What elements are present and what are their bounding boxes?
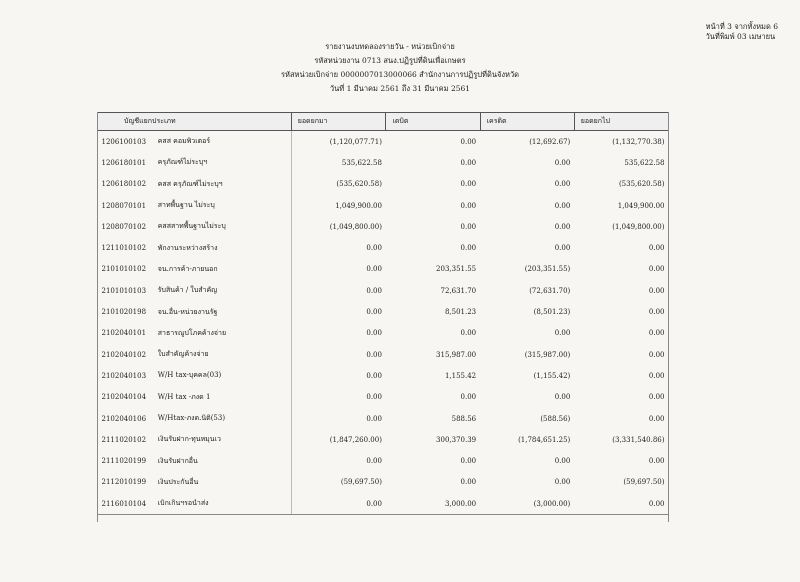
- carried-forward-cell: 0.00: [648, 457, 665, 466]
- credit-cell: (12,692.67): [529, 137, 571, 146]
- table-row: [98, 408, 669, 429]
- carried-forward-cell: 0.00: [648, 371, 665, 380]
- table-row: [98, 344, 669, 365]
- account-code: 1206180102: [101, 180, 147, 189]
- account-name: สาทพื้นฐาน ไม่ระบุ: [154, 195, 292, 216]
- carried-forward-cell: (59,697.50): [623, 478, 665, 487]
- debit-cell: 203,351.55: [436, 265, 477, 274]
- account-name: รับสินค้า / ใบสำคัญ: [154, 280, 292, 301]
- debit-cell: 0.00: [460, 158, 477, 167]
- credit-cell: 0.00: [554, 158, 571, 167]
- table-row: [98, 493, 669, 515]
- column-header-brought-forward: ยอดยกมา: [291, 113, 386, 131]
- brought-forward-cell: 0.00: [366, 414, 382, 423]
- table-row: [98, 131, 669, 153]
- carried-forward-cell: 0.00: [648, 329, 665, 338]
- carried-forward-cell: (1,049,800.00): [612, 222, 665, 231]
- table-row: [98, 237, 669, 258]
- debit-cell: 0.00: [460, 222, 477, 231]
- table-row: [98, 195, 669, 216]
- page-info: [706, 22, 778, 42]
- carried-forward-cell: 0.00: [648, 308, 665, 317]
- account-code: 2102040104: [101, 393, 147, 402]
- carried-forward-cell: (535,620.58): [618, 180, 665, 189]
- debit-cell: 0.00: [460, 201, 477, 210]
- disbursing-unit-line: รหัสหน่วยเบิกจ่าย 0000007013000066 สำนักงานการปฏิรูปที่ดินจังหวัด: [280, 70, 520, 79]
- brought-forward-cell: (1,049,800.00): [329, 222, 382, 231]
- credit-cell: (72,631.70): [529, 286, 571, 295]
- brought-forward-cell: (535,620.58): [336, 180, 382, 189]
- account-code: 2111020102: [101, 435, 147, 444]
- brought-forward-cell: (1,847,260.00): [329, 435, 382, 444]
- brought-forward-cell: 0.00: [366, 308, 382, 317]
- credit-cell: 0.00: [554, 478, 571, 487]
- account-name: พักงานระหว่างสร้าง: [154, 237, 292, 258]
- print-date: วันที่พิมพ์ 03 เมษายน: [705, 32, 776, 41]
- debit-cell: 300,370.39: [436, 435, 477, 444]
- debit-cell: 0.00: [460, 393, 477, 402]
- carried-forward-cell: (1,132,770.38): [612, 137, 665, 146]
- table-row: [98, 472, 669, 493]
- account-name: W/H tax -ภงด 1: [154, 387, 292, 408]
- account-code: 2116010104: [98, 493, 154, 515]
- brought-forward-cell: (1,120,077.71): [329, 137, 382, 146]
- account-code: 1206100103: [101, 137, 147, 146]
- table-row: [98, 450, 669, 471]
- account-code: 2111020199: [101, 457, 147, 466]
- table-row: [98, 152, 669, 173]
- account-code: 2102040103: [101, 371, 147, 380]
- account-name: ครุภัณฑ์ไม่ระบุฯ: [154, 152, 292, 173]
- credit-cell: 0.00: [554, 393, 571, 402]
- brought-forward-cell: 0.00: [366, 286, 382, 295]
- carried-forward-cell: 0.00: [574, 493, 668, 515]
- account-code: 2101010102: [101, 265, 147, 274]
- account-code: 1208070101: [101, 201, 147, 210]
- brought-forward-cell: 0.00: [366, 393, 382, 402]
- table-row: [98, 280, 669, 301]
- debit-cell: 315,987.00: [436, 350, 477, 359]
- brought-forward-cell: 0.00: [366, 329, 382, 338]
- debit-cell: 0.00: [460, 244, 477, 253]
- credit-cell: (588.56): [540, 414, 571, 423]
- account-name: จน.การค้า-ภายนอก: [154, 259, 292, 280]
- credit-cell: (3,000.00): [480, 493, 574, 515]
- debit-cell: 588.56: [451, 414, 477, 423]
- debit-cell: 8,501.23: [444, 308, 477, 317]
- carried-forward-cell: (3,331,540.86): [612, 435, 665, 444]
- account-code: 2102040101: [101, 329, 147, 338]
- account-name: คสส คอมพิวเตอร์: [154, 131, 292, 153]
- debit-cell: 72,631.70: [440, 286, 477, 295]
- carried-forward-cell: 0.00: [648, 265, 665, 274]
- credit-cell: 0.00: [554, 201, 571, 210]
- column-header-debit: เดบิต: [386, 113, 480, 131]
- account-name: ใบสำคัญค้างจ่าย: [154, 344, 292, 365]
- credit-cell: (203,351.55): [524, 265, 571, 274]
- debit-cell: 0.00: [460, 457, 477, 466]
- brought-forward-cell: 0.00: [366, 244, 382, 253]
- brought-forward-cell: 0.00: [366, 371, 382, 380]
- table-body: [98, 131, 669, 515]
- table-header-row: [98, 113, 669, 131]
- column-header-account: บัญชีแยกประเภท: [98, 113, 292, 131]
- brought-forward-cell: 0.00: [366, 457, 382, 466]
- credit-cell: 0.00: [554, 457, 571, 466]
- account-name: สาธารณูปโภคค้างจ่าย: [154, 323, 292, 344]
- debit-cell: 0.00: [460, 180, 477, 189]
- account-name: W/H tax-บุคคล(03): [154, 365, 292, 386]
- carried-forward-cell: 0.00: [648, 414, 665, 423]
- debit-cell: 3,000.00: [386, 493, 480, 515]
- table-row: [98, 259, 669, 280]
- credit-cell: (8,501.23): [533, 308, 571, 317]
- debit-cell: 1,155.42: [444, 371, 477, 380]
- table-row: [98, 323, 669, 344]
- account-code: 2112010199: [101, 478, 147, 487]
- account-code: 2102040106: [101, 414, 147, 423]
- column-header-credit: เครดิต: [480, 113, 574, 131]
- account-name: เงินประกันอื่น: [154, 472, 292, 493]
- carried-forward-cell: 535,622.58: [624, 158, 665, 167]
- brought-forward-cell: 0.00: [366, 265, 382, 274]
- table-row: [98, 429, 669, 450]
- account-code: 2101010103: [101, 286, 147, 295]
- carried-forward-cell: 0.00: [648, 244, 665, 253]
- table-row: [98, 216, 669, 237]
- credit-cell: (1,155.42): [533, 371, 571, 380]
- column-header-carried-forward: ยอดยกไป: [574, 113, 668, 131]
- table-row: [98, 174, 669, 195]
- account-code: 1206180101: [101, 158, 147, 167]
- account-code: 2102040102: [101, 350, 147, 359]
- debit-cell: 0.00: [460, 137, 477, 146]
- carried-forward-cell: 0.00: [648, 393, 665, 402]
- account-code: 1211010102: [101, 244, 147, 253]
- trial-balance-table: [97, 112, 669, 515]
- debit-cell: 0.00: [460, 329, 477, 338]
- table-row: [98, 301, 669, 322]
- agency-line: รหัสหน่วยงาน 0713 สนง.ปฏิรูปที่ดินเพื่อเกษตร: [314, 56, 466, 65]
- carried-forward-cell: 0.00: [648, 286, 665, 295]
- account-code: 2101020198: [101, 308, 147, 317]
- credit-cell: 0.00: [554, 180, 571, 189]
- account-name: เงินรับฝากอื่น: [154, 450, 292, 471]
- table-row: [98, 387, 669, 408]
- account-name: W/Htax-ภงด.นิติ(53): [154, 408, 292, 429]
- brought-forward-cell: (59,697.50): [340, 478, 382, 487]
- account-name: คสสสาทพื้นฐานไม่ระบุ: [154, 216, 292, 237]
- credit-cell: 0.00: [554, 244, 571, 253]
- carried-forward-cell: 1,049,900.00: [617, 201, 665, 210]
- report-title: รายงานงบทดลองรายวัน - หน่วยเบิกจ่าย: [325, 42, 455, 51]
- brought-forward-cell: 1,049,900.00: [335, 201, 382, 210]
- account-name: เบิกเกินฯรอนำส่ง: [154, 493, 292, 515]
- carried-forward-cell: 0.00: [648, 350, 665, 359]
- debit-cell: 0.00: [460, 478, 477, 487]
- credit-cell: 0.00: [554, 329, 571, 338]
- table-row: [98, 365, 669, 386]
- period-line: วันที่ 1 มีนาคม 2561 ถึง 31 มีนาคม 2561: [329, 84, 471, 93]
- brought-forward-cell: 535,622.58: [341, 158, 382, 167]
- account-name: จน.อื่น-หน่วยงานรัฐ: [154, 301, 292, 322]
- brought-forward-cell: 0.00: [291, 493, 386, 515]
- account-code: 1208070102: [101, 222, 147, 231]
- page-number: หน้าที่ 3 จากทั้งหมด 6: [705, 22, 778, 31]
- credit-cell: (1,784,651.25): [518, 435, 571, 444]
- account-name: เงินรับฝาก-ทุนหมุนเว: [154, 429, 292, 450]
- credit-cell: (315,987.00): [524, 350, 571, 359]
- brought-forward-cell: 0.00: [366, 350, 382, 359]
- credit-cell: 0.00: [554, 222, 571, 231]
- report-header: [0, 40, 800, 96]
- account-name: คสส ครุภัณฑ์ไม่ระบุฯ: [154, 174, 292, 195]
